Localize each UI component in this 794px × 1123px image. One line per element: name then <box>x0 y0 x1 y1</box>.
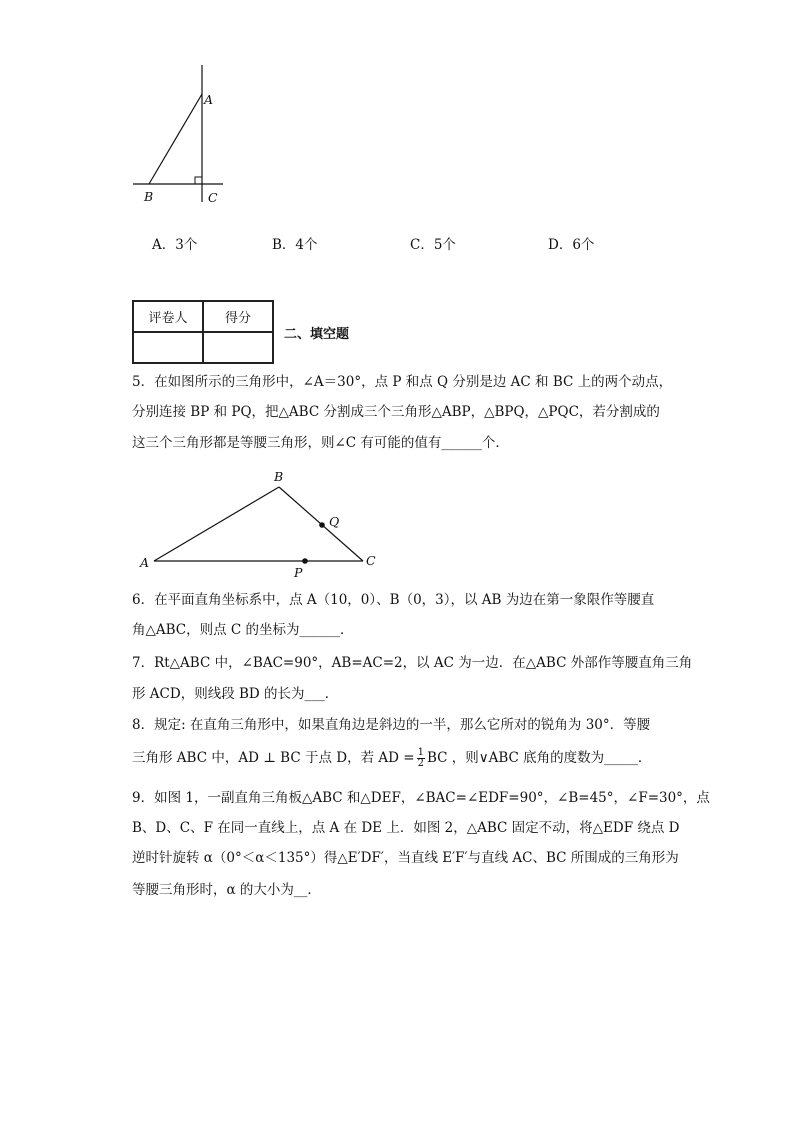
option-a: A．3个 <box>152 237 198 253</box>
label-b: B <box>144 189 154 204</box>
q8-line2-b: BC ，则∨ABC 底角的度数为_____． <box>426 750 652 766</box>
option-b: B．4个 <box>272 237 318 253</box>
label-a: A <box>204 92 214 107</box>
q6-line1: 6．在平面直角坐标系中，点 A（10，0）、B（0，3），以 AB 为边在第一象限作等腰直 <box>132 592 655 608</box>
score-table-header-grader: 评卷人 <box>133 301 203 332</box>
hypotenuse-ab <box>149 94 202 184</box>
side-ab <box>154 487 279 561</box>
q9-line1: 9．如图 1，一副直角三角板△ABC 和△DEF，∠BAC=∠EDF=90°，∠B=45°，∠F=30°，点 <box>132 790 710 806</box>
q7-line1: 7．Rt△ABC 中，∠BAC=90°，AB=AC=2，以 AC 为一边．在△ABC 外部作等腰直角三角 <box>132 655 693 671</box>
q5-line3: 这三个三角形都是等腰三角形，则∠C 有可能的值有______个． <box>132 435 509 451</box>
q5-line1: 5．在如图所示的三角形中，∠A＝30°，点 P 和点 Q 分别是边 AC 和 BC 上的两个动点， <box>132 374 673 390</box>
q8-line1: 8．规定: 在直角三角形中，如果直角边是斜边的一半，那么它所对的锐角为 30°．等腰 <box>132 717 651 733</box>
label-c2: C <box>366 553 376 568</box>
label-a2: A <box>140 555 150 570</box>
option-c: C．5个 <box>410 237 456 253</box>
q6-line2: 角△ABC，则点 C 的坐标为______． <box>132 622 354 638</box>
q8-line2-a: 三角形 ABC 中，AD ⊥ BC 于点 D，若 AD = <box>132 750 415 766</box>
label-p: P <box>294 565 303 580</box>
score-table <box>132 300 274 364</box>
score-table-cell-score <box>203 332 273 363</box>
q9-line3: 逆时针旋转 α（0°＜α＜135°）得△E′DF′，当直线 E′F′与直线 AC、BC 所围成的三角形为 <box>132 850 679 866</box>
q7-line2: 形 ACD，则线段 BD 的长为___． <box>132 686 339 702</box>
score-table-cell-grader <box>133 332 203 363</box>
q8-line2 <box>132 748 651 769</box>
label-q: Q <box>329 514 340 529</box>
right-angle-mark <box>195 177 202 184</box>
score-table-header-score: 得分 <box>203 301 273 332</box>
figure-triangle-abc <box>135 465 385 580</box>
fraction-numerator: 1 <box>417 747 424 758</box>
section-title: 二、填空题 <box>284 327 350 342</box>
q5-line2: 分别连接 BP 和 PQ，把△ABC 分割成三个三角形△ABP，△BPQ，△PQC，若分割成的 <box>132 404 660 420</box>
point-q <box>319 522 325 528</box>
label-b2: B <box>274 469 284 484</box>
fraction-denominator: 2 <box>417 758 424 769</box>
option-d: D．6个 <box>548 237 595 253</box>
q9-line4: 等腰三角形时，α 的大小为__． <box>132 882 321 898</box>
figure-right-triangle <box>125 60 235 210</box>
point-p <box>302 558 308 564</box>
label-c: C <box>208 190 218 205</box>
fraction-one-half <box>417 748 425 769</box>
q9-line2: B、D、C、F 在同一直线上，点 A 在 DE 上．如图 2，△ABC 固定不动，将△EDF 绕点 D <box>132 820 680 836</box>
